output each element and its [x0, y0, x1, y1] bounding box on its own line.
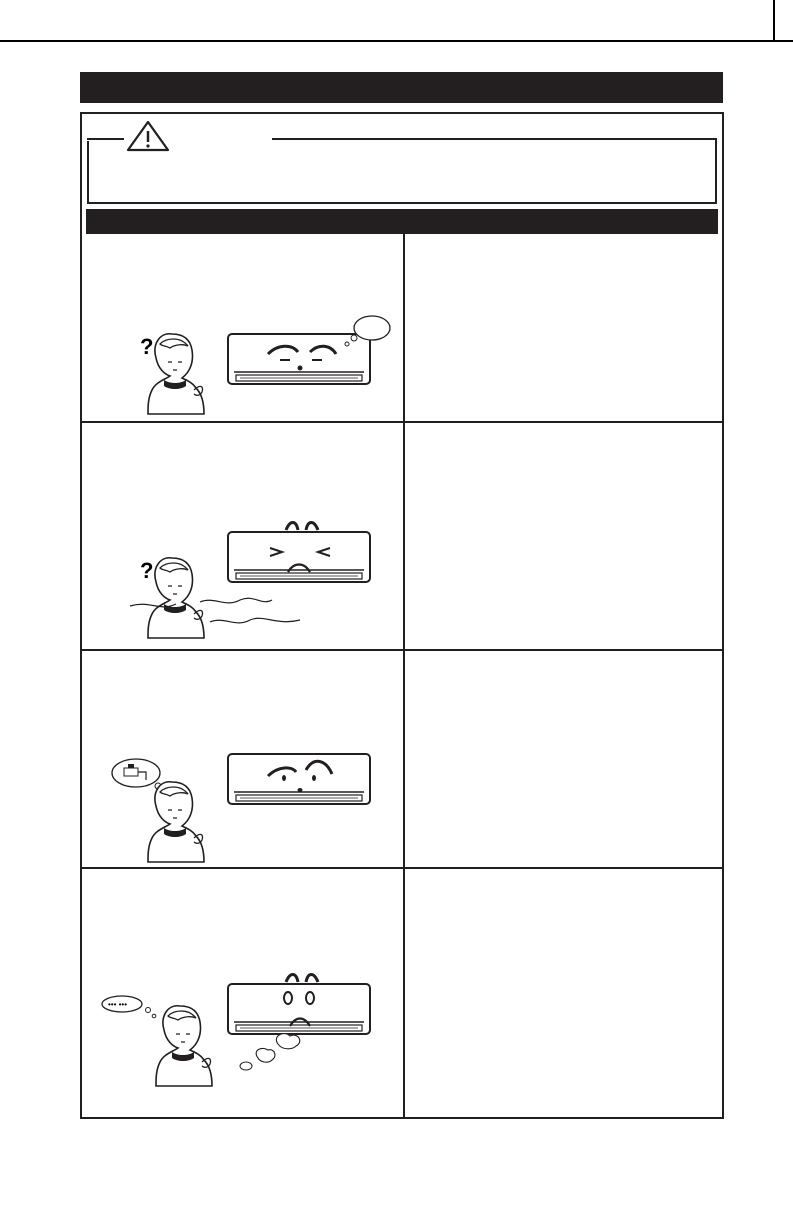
row-4-illustration [102, 975, 370, 1087]
speech-bubble-icon [354, 316, 390, 340]
smoke-puffs-icon [276, 1034, 299, 1049]
row-1-illustration [140, 316, 390, 414]
row-3-illustration [112, 754, 370, 862]
question-mark-icon: ? [140, 558, 154, 583]
row-2-illustration [130, 523, 370, 639]
svg-text:••• •••: ••• ••• [108, 1000, 128, 1009]
question-mark-icon: ? [140, 334, 154, 359]
